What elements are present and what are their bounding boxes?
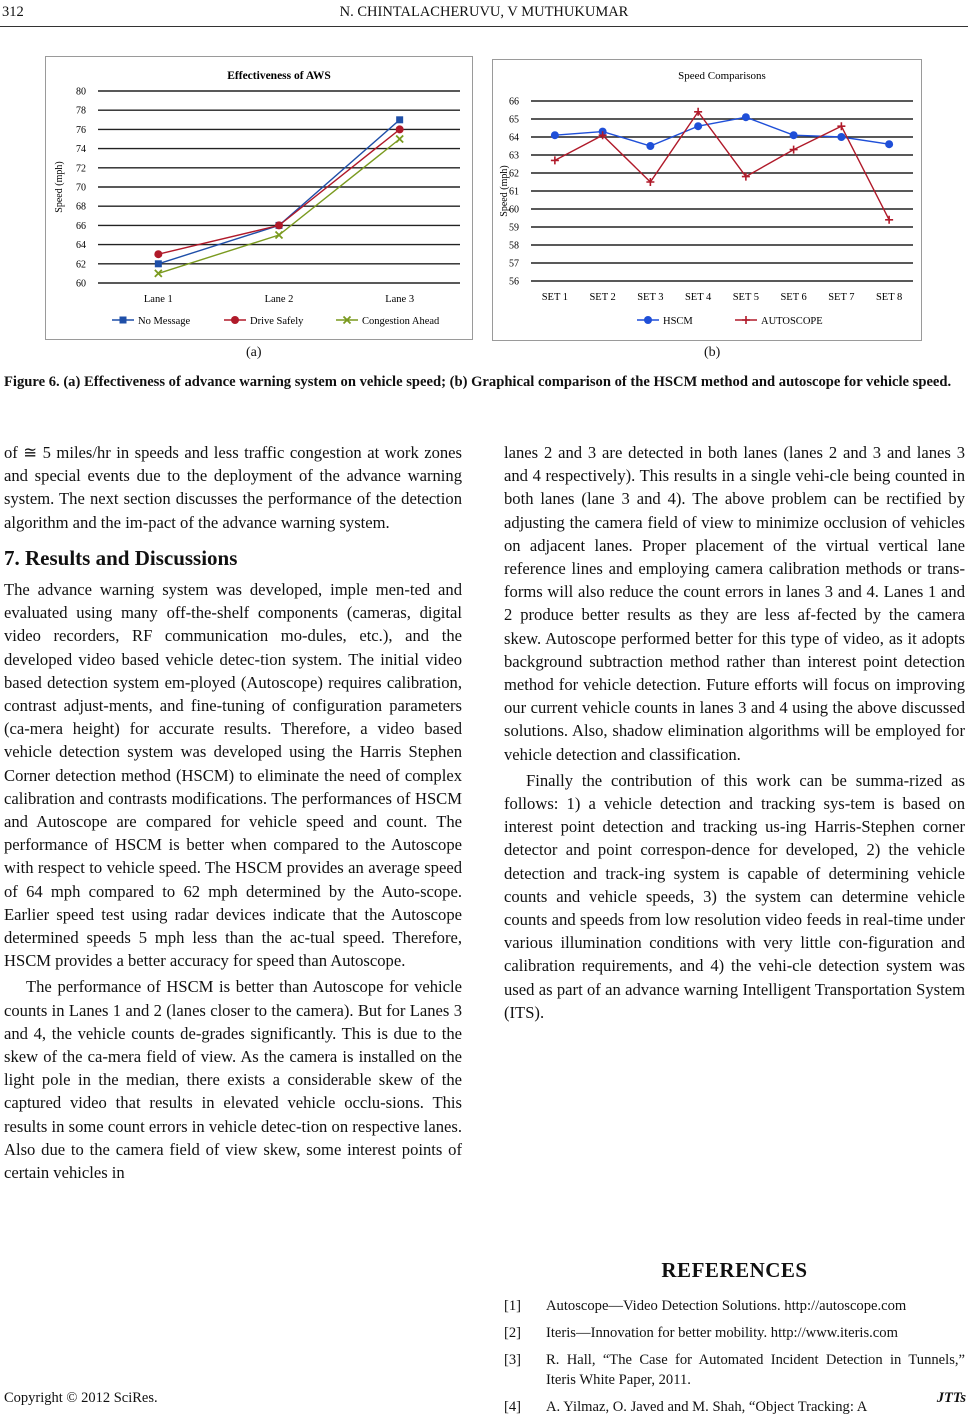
data-point — [646, 142, 654, 150]
figure-a-chart — [46, 57, 472, 339]
chart-title: Speed Comparisons — [678, 70, 766, 82]
y-tick-label: 65 — [509, 114, 519, 126]
page-footer — [4, 1390, 966, 1407]
y-tick-label: 60 — [76, 278, 86, 290]
figure-b-chart — [493, 60, 921, 340]
data-point — [885, 140, 893, 148]
y-tick-label: 66 — [509, 96, 519, 108]
data-point — [396, 116, 403, 123]
y-tick-label: 64 — [509, 132, 519, 144]
y-tick-label: 70 — [76, 182, 86, 194]
legend-label: Congestion Ahead — [362, 316, 440, 327]
reference-text: Autoscope—Video Detection Solutions. http://autoscope.com — [546, 1298, 907, 1314]
data-point — [885, 216, 893, 224]
y-tick-label: 76 — [76, 124, 86, 136]
reference-item — [504, 1350, 965, 1392]
y-tick-label: 59 — [509, 222, 519, 234]
legend-label: No Message — [138, 316, 191, 327]
reference-number: [3] — [504, 1351, 522, 1368]
data-point — [837, 122, 845, 130]
y-tick-label: 66 — [76, 220, 86, 232]
y-tick-label: 74 — [76, 144, 86, 156]
reference-number: [1] — [504, 1298, 522, 1314]
data-point — [155, 270, 162, 277]
reference-item — [504, 1296, 965, 1317]
x-tick-label: SET 1 — [541, 292, 569, 303]
x-tick-label: SET 5 — [732, 292, 760, 303]
page-header — [0, 0, 968, 28]
data-point — [154, 250, 162, 258]
data-point — [742, 316, 750, 324]
paragraph: The performance of HSCM is better than Autoscope for vehicle counts in Lanes 1 and 2 (lanes closer to the camera). But for Lanes 3 and 4, the vehicle counts de-grades significantly. This is due to the skew of the ca-mera field of view. As the camera is installed on the light pole in the median, there exists a considerable skew of the captured video that results in elevated vehicle occlu-sions. This results in some count errors in vehicle detec-tion on respective lanes. Also due to the camera field of view skew, some interest points of certain vehicles in — [4, 977, 462, 1183]
data-point — [275, 221, 283, 229]
data-point — [790, 131, 798, 139]
x-tick-label: Lane 1 — [143, 294, 173, 305]
y-tick-label: 56 — [509, 276, 519, 288]
y-tick-label: 62 — [509, 168, 519, 180]
y-tick-label: 62 — [76, 259, 86, 271]
figure-b-box — [492, 59, 922, 341]
reference-text: Iteris—Innovation for better mobility. http://www.iteris.com — [546, 1324, 898, 1341]
reference-text: R. Hall, “The Case for Automated Incident Detection in Tunnels,” Iteris White Paper, 2011. — [546, 1351, 965, 1389]
x-tick-label: Lane 3 — [385, 294, 415, 305]
legend-label: HSCM — [663, 316, 693, 327]
data-point — [396, 125, 404, 133]
y-tick-label: 61 — [509, 186, 519, 198]
figure-a-label: (a) — [246, 345, 262, 360]
data-point — [396, 136, 403, 143]
header-rule — [0, 26, 968, 27]
x-tick-label: SET 4 — [684, 292, 712, 303]
y-axis-label: Speed (mph) — [499, 165, 510, 217]
left-column — [4, 441, 462, 1184]
data-point — [231, 316, 239, 324]
data-point — [694, 122, 702, 130]
reference-text: A. Yilmaz, O. Javed and M. Shah, “Object Tracking: A — [546, 1399, 868, 1416]
legend-label: Drive Safely — [250, 316, 304, 327]
figure-caption: Figure 6. (a) Effectiveness of advance warning system on vehicle speed; (b) Graphical comparison of the HSCM method and autoscope for vehicle speed. — [4, 374, 952, 390]
paragraph: Finally the contribution of this work can be summa-rized as follows: 1) a vehicle detection and tracking sys-tem is based on interest point detection and tracking us-ing Harris-Stephen corner detector and point correspon-dence for developed, 2) the vehicle detection and track-ing system is capable of determining vehicle counts and vehicle speeds, 3) the system can determine vehicle counts and speeds from low resolution video feeds in real-time under various illumination conditions with very little con-figuration and calibration requirements, and 4) the vehi-cle detection system was used as part of an advance warning Intelligent Transportation System (ITS). — [504, 770, 965, 1022]
paragraph: The advance warning system was developed, imple men-ted and evaluated using many off-the-shelf components (cameras, digital video recorders, RF communication mo-dules, etc.), and the developed video based vehicle detec-tion system. The initial video based detection system em-ployed (Autoscope) requires calibration, contrast adjust-ments, and fine-tuning of configuration parameters (ca-mera height) for accurate results. Therefore, a video based vehicle detection system was developed using the Harris Stephen Corner detection method (HSCM) to eliminate the need of complex calibration and contrasts modifications. The performances of HSCM and Autoscope are compared for vehicle speed and count. The performance of HSCM is better when compared to the Autoscope with respect to vehicle speed. The HSCM provides an average speed of 64 mph compared to 62 mph determined by the Auto-scope. Earlier speed test using radar devices indicate that the Autoscope determined speeds 5 mph less than the ac-tual speed. Therefore, HSCM provides a better accuracy for speed than Autoscope. — [4, 580, 462, 971]
y-tick-label: 57 — [509, 258, 519, 270]
data-point — [120, 317, 127, 324]
y-tick-label: 60 — [509, 204, 519, 216]
data-point — [551, 156, 559, 164]
y-tick-label: 78 — [76, 105, 86, 117]
x-tick-label: SET 2 — [589, 292, 616, 303]
x-tick-label: SET 6 — [780, 292, 807, 303]
x-tick-label: Lane 2 — [264, 294, 294, 305]
running-title: N. CHINTALACHERUVU, V MUTHUKUMAR — [339, 4, 629, 20]
y-tick-label: 58 — [509, 240, 519, 252]
section-heading: 7. Results and Discussions — [4, 545, 238, 570]
legend-label: AUTOSCOPE — [761, 316, 823, 327]
y-tick-label: 63 — [509, 150, 519, 162]
figure-a-box — [45, 56, 473, 340]
x-tick-label: SET 7 — [828, 292, 855, 303]
y-tick-label: 80 — [76, 86, 86, 98]
data-point — [742, 113, 750, 121]
y-tick-label: 64 — [76, 240, 86, 252]
x-tick-label: SET 8 — [875, 292, 903, 303]
paragraph: lanes 2 and 3 are detected in both lanes (lanes 2 and 3 and lanes 3 and 4 respectively). This results in a single vehi-cle being counted in both lanes (lane 3 and 4). The above problem can be rectified by adjusting the camera field of view to minimize occlusion of vehicles on adjacent lanes. Proper placement of the virtual vertical lane reference lines and employing camera calibration methods or trans-forms will also reduce the count errors in lanes 3 and 4. Lanes 1 and 2 produce better results as they are less af-fected by the camera skew. Autoscope performed better for this type of video, as it adopts background subtraction method rather than interest point detection method for vehicle detection. Future efforts will focus on improving our current vehicle counts in lanes 3 and 4 using the above discussed solutions. Also, shadow elimination algorithms will be employed for vehicle detection and classification. — [504, 443, 965, 764]
references-title: REFERENCES — [661, 1258, 808, 1282]
series-line — [158, 120, 399, 264]
reference-number: [2] — [504, 1324, 522, 1341]
data-point — [790, 146, 798, 154]
data-point — [155, 260, 162, 267]
chart-title: Effectiveness of AWS — [227, 70, 331, 82]
right-column — [504, 441, 965, 1024]
data-point — [551, 131, 559, 139]
data-point — [837, 133, 845, 141]
figure-b-label: (b) — [704, 345, 721, 360]
y-tick-label: 68 — [76, 201, 86, 213]
paragraph: of ≅ 5 miles/hr in speeds and less traffic congestion at work zones and special events due to the deployment of the advance warning system. The next section discusses the performance of the detection algorithm and the im-pact of the advance warning system. — [4, 443, 462, 532]
series-line — [555, 112, 889, 220]
copyright: Copyright © 2012 SciRes. — [4, 1390, 158, 1406]
x-tick-label: SET 3 — [637, 292, 664, 303]
data-point — [276, 232, 283, 239]
reference-item — [504, 1323, 965, 1344]
data-point — [644, 316, 652, 324]
reference-number: [4] — [504, 1399, 522, 1416]
page-number: 312 — [2, 4, 24, 20]
y-axis-label: Speed (mph) — [54, 161, 65, 213]
journal-abbrev: JTTs — [936, 1390, 966, 1406]
y-tick-label: 72 — [76, 163, 86, 175]
